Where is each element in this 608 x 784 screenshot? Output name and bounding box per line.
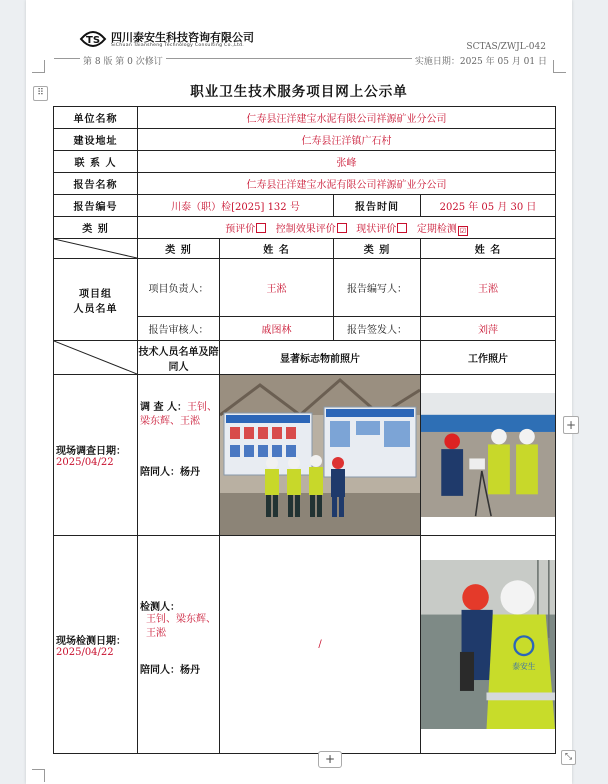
- effective-date: 实施日期：2025 年 05 月 01 日: [412, 54, 550, 67]
- checkbox-icon[interactable]: [397, 223, 407, 233]
- report-name-label: 报告名称: [54, 173, 138, 195]
- margin-corner: [32, 769, 45, 782]
- survey-work-photo: [421, 375, 556, 536]
- address-value: 仁寿县汪洋镇广石村: [138, 129, 556, 151]
- add-column-button[interactable]: +: [563, 416, 579, 434]
- writer-label: 报告编写人：: [334, 259, 421, 317]
- detection-date-cell: 现场检测日期： 2025/04/22: [54, 536, 138, 754]
- reviewer-value: 戚图林: [220, 317, 334, 341]
- team-category-header: 类 别: [138, 239, 220, 259]
- category-label: 类 别: [54, 217, 138, 239]
- landmark-photo-header: 显著标志物前照片: [220, 341, 421, 375]
- survey-staff-cell: 调 查 人：王钊、梁东辉、王淞 陪同人：杨丹: [138, 375, 220, 536]
- work-photo-image: [421, 393, 555, 518]
- vest-text: 泰安生: [512, 661, 536, 671]
- report-time-label: 报告时间: [334, 195, 421, 217]
- option-status-evaluation[interactable]: 现状评价: [356, 224, 407, 235]
- leader-value: 王淞: [220, 259, 334, 317]
- team-name-header: 姓 名: [220, 239, 334, 259]
- checkbox-icon[interactable]: [256, 223, 266, 233]
- option-periodic-detection[interactable]: 定期检测 ☑: [416, 223, 466, 235]
- report-no-label: 报告编号: [54, 195, 138, 217]
- survey-date-cell: 现场调查日期： 2025/04/22: [54, 375, 138, 536]
- detection-photo-image: [421, 560, 555, 730]
- reviewer-label: 报告审核人：: [138, 317, 220, 341]
- team-name-header-2: 姓 名: [421, 239, 556, 259]
- writer-value: 王淞: [421, 259, 556, 317]
- edition-text: 第 8 版 第 0 次修订: [80, 54, 166, 67]
- margin-corner: [553, 60, 566, 73]
- drag-handle-icon[interactable]: ⠿: [33, 86, 48, 101]
- checkbox-checked-icon[interactable]: ☑: [459, 226, 466, 235]
- detection-landmark-placeholder: /: [220, 536, 421, 754]
- checkbox-icon[interactable]: [337, 223, 347, 233]
- signer-label: 报告签发人：: [334, 317, 421, 341]
- company-logo: [78, 27, 298, 53]
- report-time-value: 2025 年 05 月 30 日: [421, 195, 556, 217]
- svg-text:TS: TS: [86, 35, 101, 46]
- leader-label: 项目负责人：: [138, 259, 220, 317]
- document-page: [26, 0, 572, 784]
- detection-work-photo: [421, 536, 556, 754]
- resize-handle-icon[interactable]: ⤡: [561, 750, 576, 765]
- survey-landmark-photo: [220, 375, 421, 536]
- diagonal-cell: [54, 239, 138, 259]
- company-name-cn: 四川泰安生科技咨询有限公司: [111, 31, 254, 44]
- logo-mark-icon: [78, 27, 108, 51]
- contact-value: 张峰: [138, 151, 556, 173]
- category-options: [138, 217, 556, 239]
- option-control-evaluation[interactable]: 控制效果评价: [276, 224, 347, 235]
- unit-name-label: 单位名称: [54, 107, 138, 129]
- signer-value: 刘萍: [421, 317, 556, 341]
- disclosure-table: [53, 106, 556, 754]
- team-category-header-2: 类 别: [334, 239, 421, 259]
- document-code: SCTAS/ZWJL-042: [466, 42, 546, 52]
- report-no-value: 川泰（职）检[2025] 132 号: [138, 195, 334, 217]
- address-label: 建设地址: [54, 129, 138, 151]
- work-photo-header: 工作照片: [421, 341, 556, 375]
- margin-corner: [32, 60, 45, 73]
- project-team-label: 项目组 人员名单: [54, 259, 138, 341]
- add-section-button[interactable]: +: [318, 751, 342, 768]
- diagonal-cell: [54, 341, 138, 375]
- company-name-en: SiChuan Taiansheng Technology Consulting Co.,Ltd.: [111, 43, 245, 48]
- detection-staff-cell: 检测人： 王钊、梁东辉、王淞 陪同人：杨丹: [138, 536, 220, 754]
- landmark-photo-image: [220, 375, 420, 535]
- contact-label: 联 系 人: [54, 151, 138, 173]
- unit-name-value: 仁寿县汪洋建宝水泥有限公司祥源矿业分公司: [138, 107, 556, 129]
- staff-column-header: 技术人员名单及陪同人: [138, 341, 220, 375]
- option-pre-evaluation[interactable]: 预评价: [225, 224, 266, 235]
- report-name-value: 仁寿县汪洋建宝水泥有限公司祥源矿业分公司: [138, 173, 556, 195]
- page-title: 职业卫生技术服务项目网上公示单: [190, 84, 408, 100]
